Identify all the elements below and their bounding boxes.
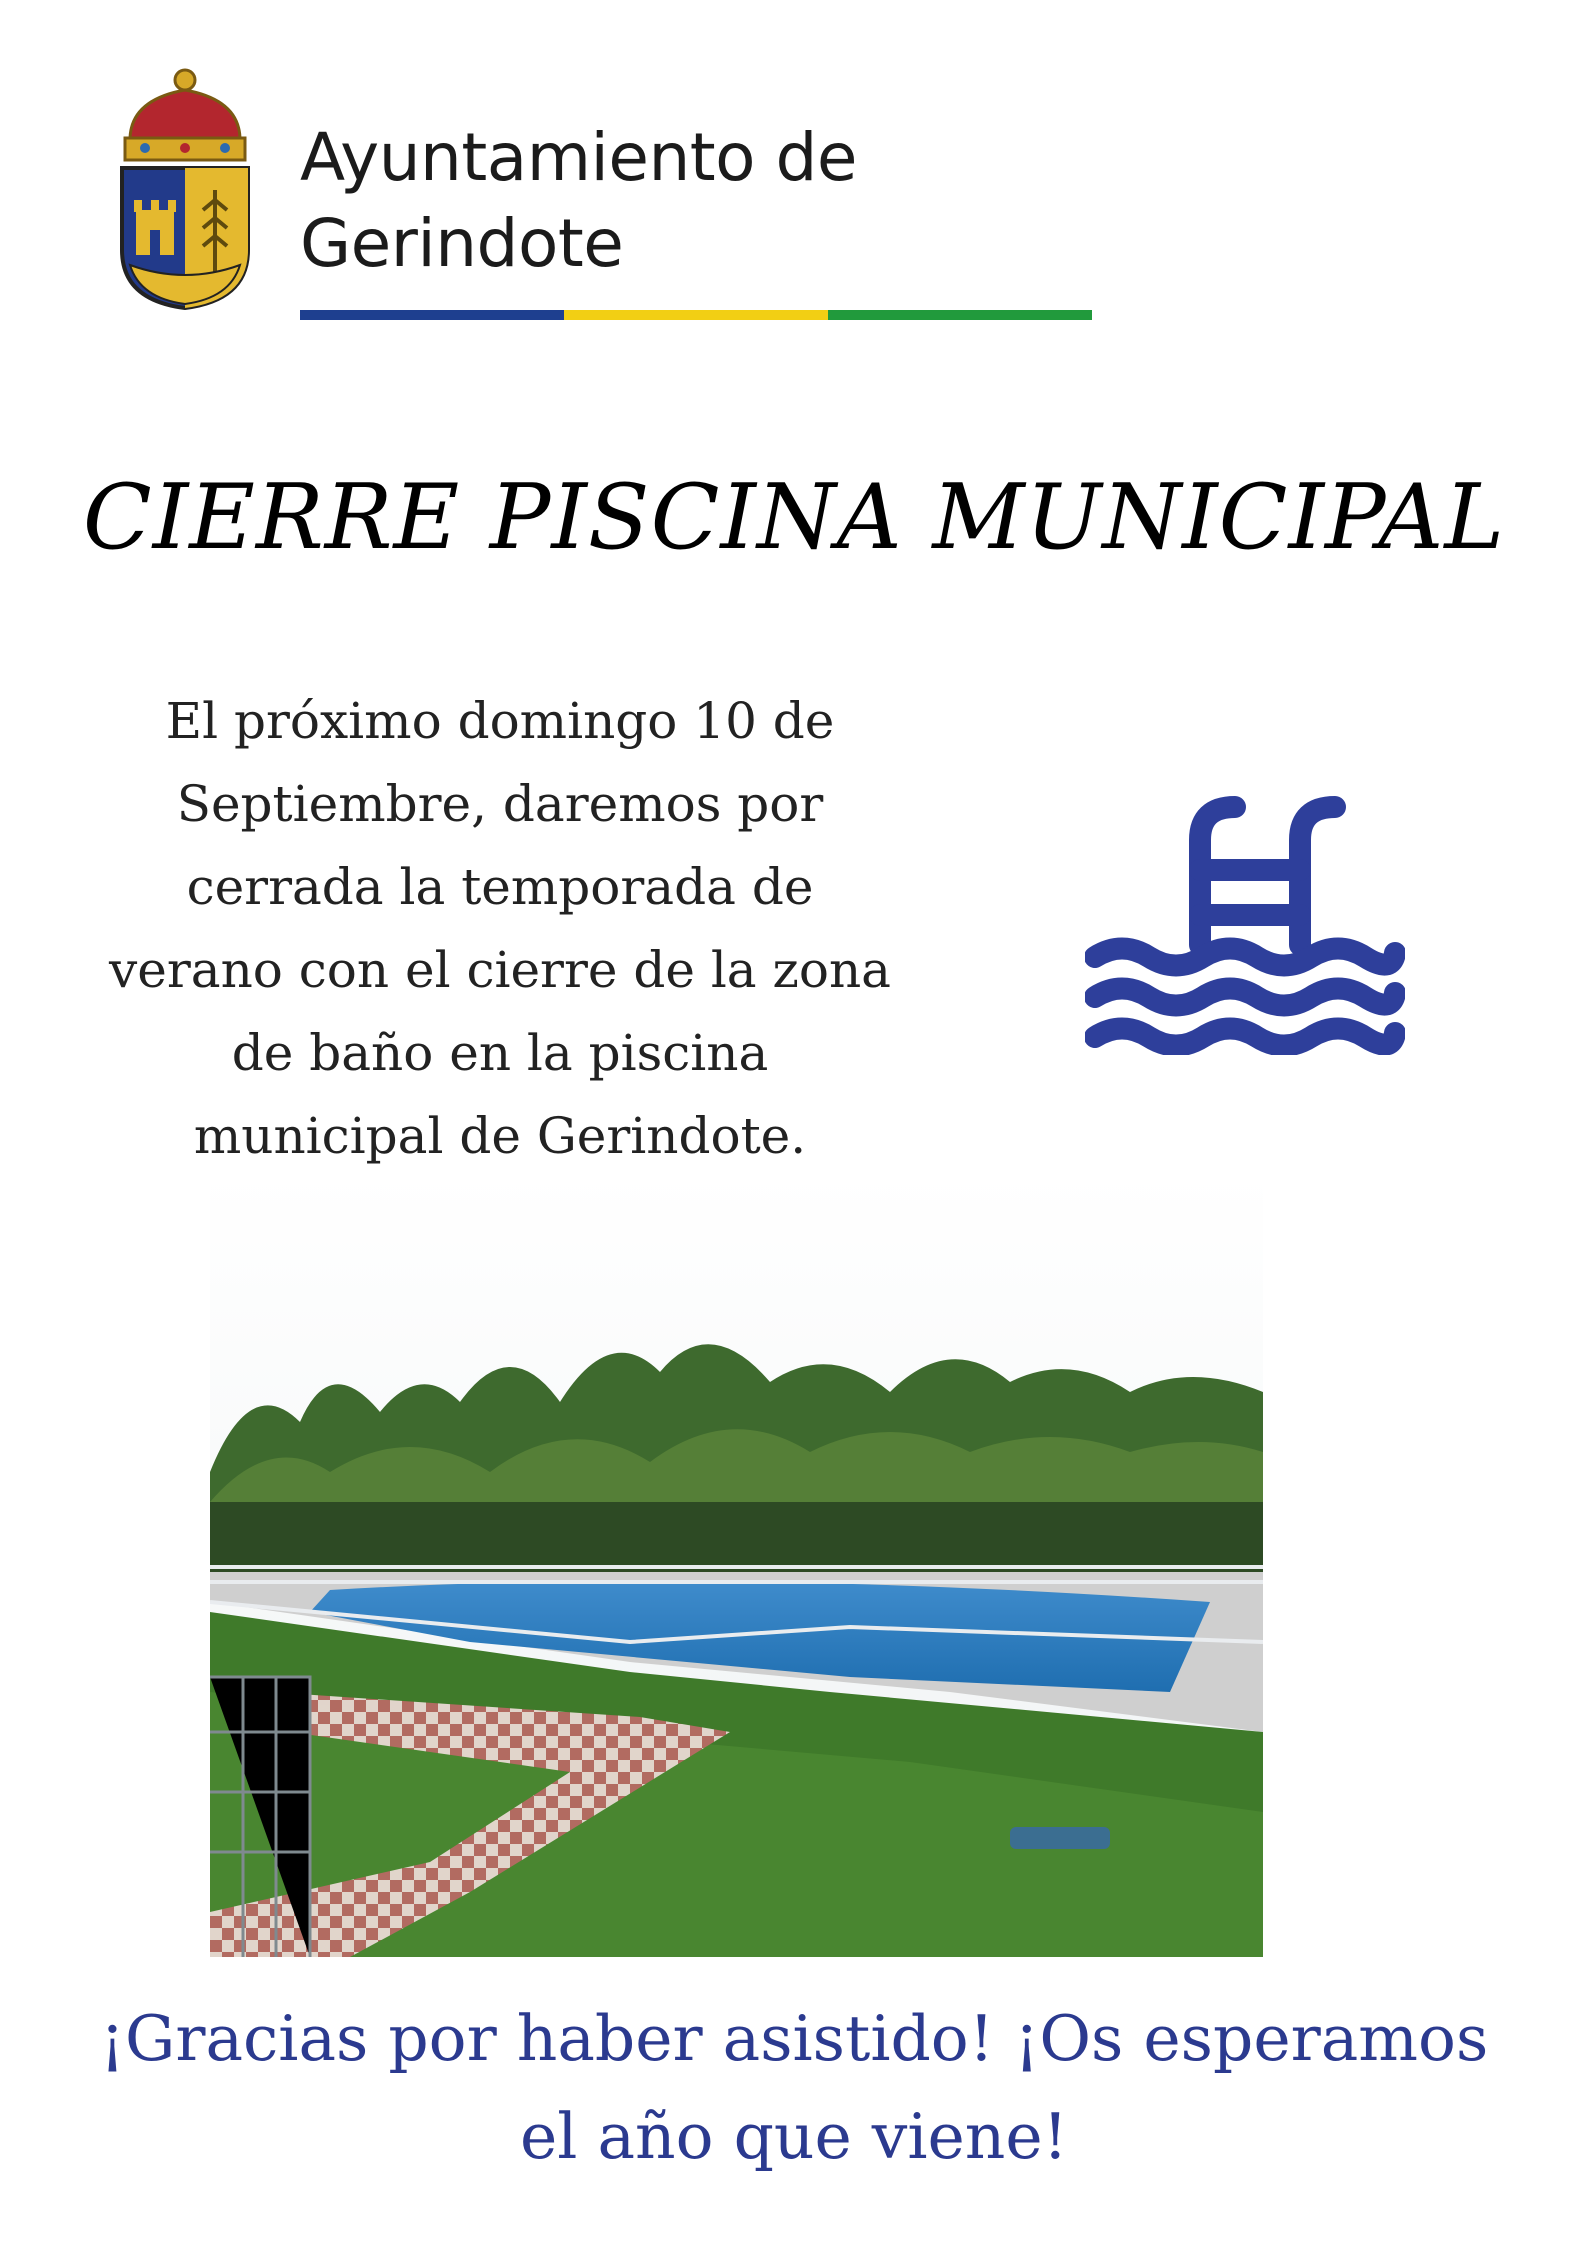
municipal-coat-of-arms-icon [110,60,260,310]
swimming-pool-ladder-icon [1085,795,1405,1055]
color-bar-yellow [564,310,828,320]
header [110,60,1110,330]
announcement-text [40,680,960,1178]
announcement-line: municipal de Gerindote. [193,1107,807,1165]
closing-line: ¡Gracias por haber asistido! ¡Os esperamos [99,2002,1489,2075]
announcement-line: de baño en la piscina [231,1024,769,1082]
closing-line: el año que viene! [520,2100,1068,2173]
municipal-pool-photo [210,1172,1263,1957]
announcement-line: El próximo domingo 10 de [165,692,835,750]
organization-name-line2: Gerindote [300,205,624,282]
color-bar-green [828,310,1092,320]
announcement-line: cerrada la temporada de [186,858,814,916]
flag-color-bar [300,310,1092,320]
page-title: CIERRE PISCINA MUNICIPAL [82,465,1506,570]
organization-name-line1: Ayuntamiento de [300,119,858,196]
color-bar-blue [300,310,564,320]
organization-name [300,115,857,287]
announcement-line: Septiembre, daremos por [176,775,824,833]
announcement-line: verano con el cierre de la zona [109,941,891,999]
closing-message [0,1990,1588,2186]
